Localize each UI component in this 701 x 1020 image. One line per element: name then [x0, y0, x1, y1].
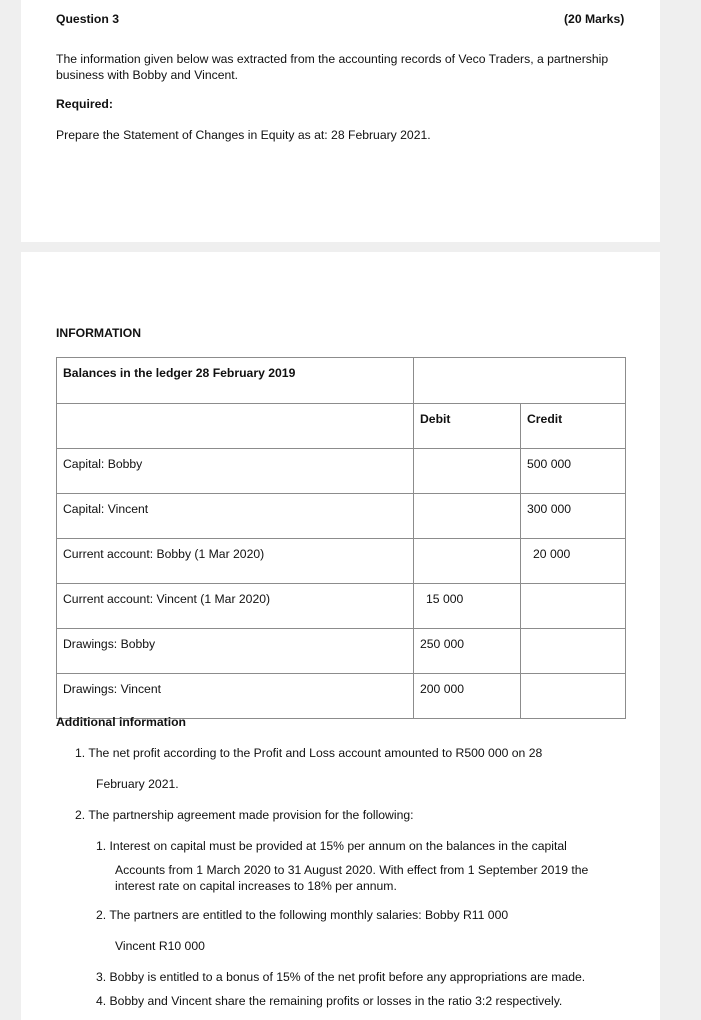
question-title: Question 3 — [56, 12, 119, 26]
intro-line-1: The information given below was extracted from the accounting records of Veco Traders, a partnership — [56, 52, 609, 66]
provision-1-cont: Accounts from 1 March 2020 to 31 August 2020. With effect from 1 September 2019 the — [115, 863, 589, 877]
debit-value — [420, 539, 514, 547]
provision-3: 3. Bobby is entitled to a bonus of 15% of the net profit before any appropriations are made. — [96, 970, 586, 984]
table-row — [57, 674, 626, 719]
credit-value — [527, 629, 619, 637]
table-row — [57, 449, 626, 494]
credit-value: 300 000 — [527, 502, 572, 516]
credit-value — [527, 584, 619, 592]
account-name: Drawings: Vincent — [63, 682, 161, 696]
table-row — [57, 539, 626, 584]
question-marks: (20 Marks) — [564, 12, 625, 26]
provision-4: 4. Bobby and Vincent share the remaining profits or losses in the ratio 3:2 respectively. — [96, 994, 563, 1008]
account-name: Capital: Vincent — [63, 502, 149, 516]
account-name: Current account: Bobby (1 Mar 2020) — [63, 547, 265, 561]
debit-value: 15 000 — [426, 592, 464, 606]
debit-header: Debit — [420, 412, 451, 426]
debit-value: 250 000 — [420, 637, 465, 651]
table-row — [57, 629, 626, 674]
information-heading: INFORMATION — [56, 326, 142, 340]
question-page — [21, 0, 660, 242]
credit-value — [527, 674, 619, 682]
required-label: Required: — [56, 97, 113, 111]
table-row — [57, 584, 626, 629]
table-title: Balances in the ledger 28 February 2019 — [63, 366, 296, 380]
account-name: Capital: Bobby — [63, 457, 143, 471]
account-name: Drawings: Bobby — [63, 637, 156, 651]
provision-2-cont: Vincent R10 000 — [115, 939, 205, 953]
provision-1-cont-2: interest rate on capital increases to 18% per annum. — [115, 879, 397, 893]
additional-heading: Additional information — [56, 715, 186, 729]
credit-header: Credit — [527, 412, 563, 426]
debit-value: 200 000 — [420, 682, 465, 696]
debit-value — [420, 494, 514, 502]
table-title-cell — [57, 358, 414, 404]
credit-value: 20 000 — [533, 547, 571, 561]
intro-line-2: business with Bobby and Vincent. — [56, 68, 239, 82]
ledger-balances-table — [56, 357, 626, 719]
table-row — [57, 494, 626, 539]
task-text: Prepare the Statement of Changes in Equity as at: 28 February 2021. — [56, 128, 431, 142]
provision-1: 1. Interest on capital must be provided at 15% per annum on the balances in the capital — [96, 839, 567, 853]
additional-item-1: 1. The net profit according to the Profit and Loss account amounted to R500 000 on 28 — [75, 746, 543, 760]
table-title-empty-cell — [414, 358, 626, 404]
provision-2: 2. The partners are entitled to the following monthly salaries: Bobby R11 000 — [96, 908, 509, 922]
account-name: Current account: Vincent (1 Mar 2020) — [63, 592, 271, 606]
credit-value: 500 000 — [527, 457, 572, 471]
additional-item-2: 2. The partnership agreement made provision for the following: — [75, 808, 414, 822]
debit-value — [420, 449, 514, 457]
table-title-row — [57, 358, 626, 404]
column-header-row — [57, 404, 626, 449]
additional-item-1-cont: February 2021. — [96, 777, 179, 791]
